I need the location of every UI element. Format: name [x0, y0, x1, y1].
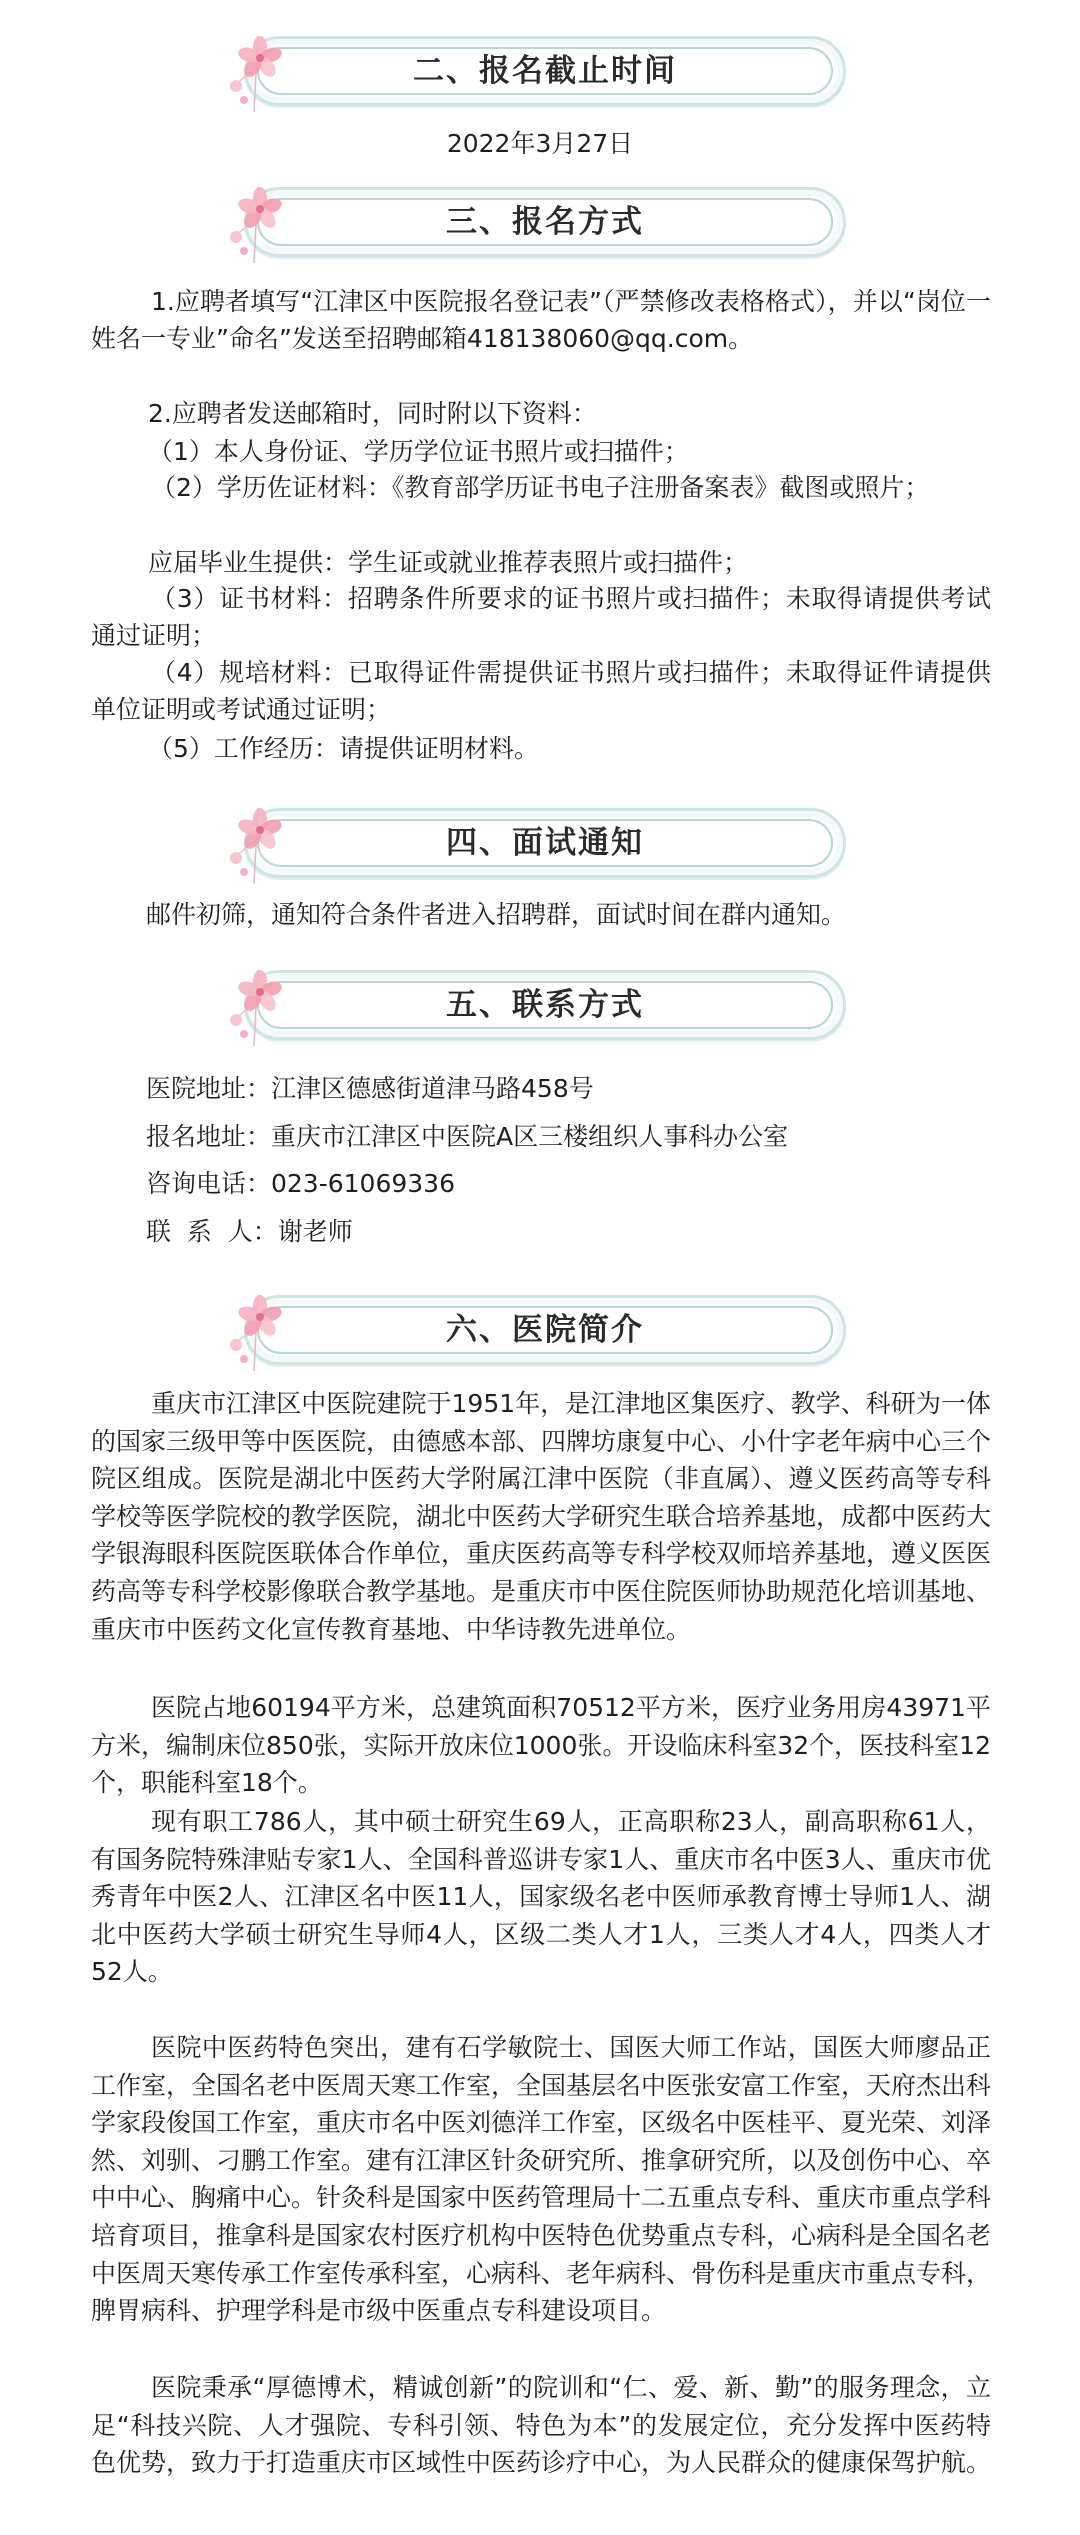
heading-title: 三、报名方式 [446, 204, 644, 240]
intro-paragraph-1: 重庆市江津区中医院建院于1951年，是江津地区集医疗、教学、科研为一体的国家三级甲等中医医院，由德感本部、四牌坊康复中心、小什字老年病中心三个院区组成。医院是湖北中医药大学附属江津中医院（非直属）、遵义医药高等专科学校等医学院校的教学医院，湖北中医药大学研究生联合培养基地，成都中医药大学银海眼科医院医联体合作单位，重庆医药高等专科学校双师培养基地，遵义医医药高等专科学校影像联合教学基地。是重庆市中医住院医师协助规范化培训基地、重庆市中医药文化宣传教育基地、中华诗教先进单位。 [91, 1389, 992, 1644]
method-sub-1: （1）本人身份证、学历学位证书照片或扫描件； [148, 437, 689, 466]
contact-person: 联 系 人：谢老师 [146, 1217, 353, 1246]
section-heading-deadline [244, 36, 846, 106]
method-sub-2: （2）学历佐证材料：《教育部学历证书电子注册备案表》截图或照片； [151, 473, 930, 502]
section-heading-contact [244, 970, 846, 1040]
contact-hospital-address: 医院地址：江津区德感街道津马路458号 [146, 1074, 594, 1103]
intro-paragraph-2: 医院占地60194平方米，总建筑面积70512平方米，医疗业务用房43971平方米，编制床位850张，实际开放床位1000张。开设临床科室32个，医技科室12个，职能科室18个。 [91, 1693, 991, 1798]
heading-title: 二、报名截止时间 [413, 53, 677, 89]
method-item-1: 1.应聘者填写“江津区中医院报名登记表”（严禁修改表格格式），并以“岗位一姓名一专业”命名”发送至招聘邮箱418138060@qq.com。 [91, 287, 991, 354]
method-sub-2-note: 应届毕业生提供：学生证或就业推荐表照片或扫描件； [148, 548, 749, 577]
contact-phone: 咨询电话：023-61069336 [146, 1169, 455, 1198]
heading-title: 四、面试通知 [446, 825, 644, 861]
intro-paragraph-4: 医院中医药特色突出，建有石学敏院士、国医大师工作站，国医大师廖品正工作室，全国名老中医周天寒工作室，全国基层名中医张安富工作室，天府杰出科学家段俊国工作室，重庆市名中医刘德洋工作室，区级名中医桂平、夏光荣、刘泽然、刘驯、刁鹏工作室。建有江津区针灸研究所、推拿研究所，以及创伤中心、卒中中心、胸痛中心。针灸科是国家中医药管理局十二五重点专科、重庆市重点学科培育项目，推拿科是国家农村医疗机构中医特色优势重点专科，心病科是全国名老中医周天寒传承工作室传承科室，心病科、老年病科、骨伤科是重庆市重点专科，脾胃病科、护理学科是市级中医重点专科建设项目。 [91, 2033, 992, 2326]
heading-title: 六、医院简介 [446, 1312, 644, 1348]
method-sub-4: （4）规培材料：已取得证件需提供证书照片或扫描件；未取得证件请提供单位证明或考试通过证明； [91, 658, 991, 725]
section-heading-interview [244, 808, 846, 878]
method-item-2: 2.应聘者发送邮箱时，同时附以下资料： [148, 399, 597, 428]
section-heading-intro [244, 1295, 846, 1365]
intro-paragraph-5: 医院秉承“厚德博术，精诚创新”的院训和“仁、爱、新、勤”的服务理念，立足“科技兴院、人才强院、专科引领、特色为本”的发展定位，充分发挥中医药特色优势，致力于打造重庆市区域性中医药诊疗中心，为人民群众的健康保驾护航。 [91, 2373, 992, 2478]
interview-text: 邮件初筛，通知符合条件者进入招聘群，面试时间在群内通知。 [146, 900, 847, 929]
intro-paragraph-3: 现有职工786人，其中硕士研究生69人，正高职称23人，副高职称61人，有国务院特殊津贴专家1人、全国科普巡讲专家1人、重庆市名中医3人、重庆市优秀青年中医2人、江津区名中医11人，国家级名老中医师承教育博士导师1人、湖北中医药大学硕士研究生导师4人，区级二类人才1人，三类人才4人，四类人才52人。 [91, 1807, 991, 1987]
heading-title: 五、联系方式 [446, 987, 644, 1023]
method-sub-3: （3）证书材料：招聘条件所要求的证书照片或扫描件；未取得请提供考试通过证明； [91, 584, 991, 651]
section-heading-method [244, 187, 846, 257]
deadline-date: 2022年3月27日 [446, 129, 634, 158]
method-sub-5: （5）工作经历：请提供证明材料。 [148, 734, 539, 763]
contact-signup-address: 报名地址：重庆市江津区中医院A区三楼组织人事科办公室 [146, 1122, 789, 1151]
